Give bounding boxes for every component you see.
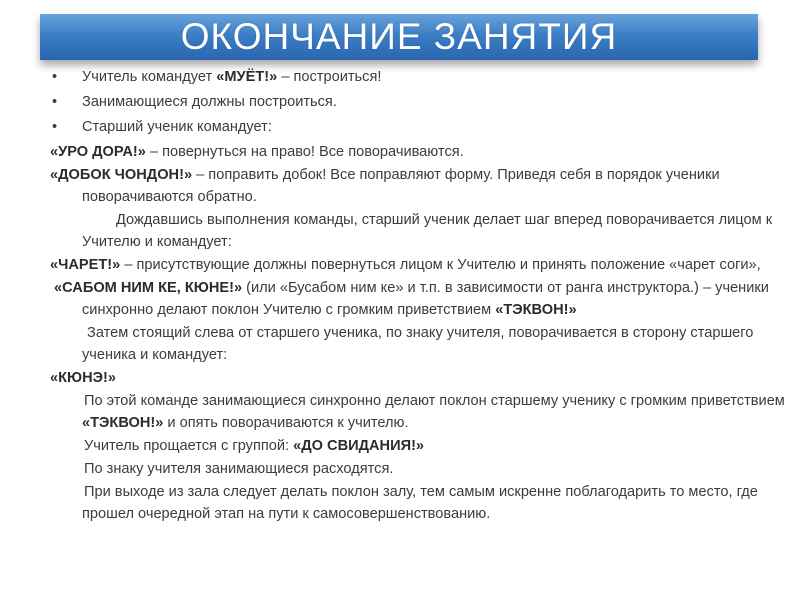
- bullet-dot-icon: •: [52, 69, 58, 85]
- paragraph: [0, 254, 800, 276]
- paragraph-text: – присутствующие должны повернуться лицом к Учителю и принять положение «чарет соги»,: [120, 257, 761, 273]
- paragraph-text: (или «Бусабом ним ке» и т.п. в зависимости от ранга инструктора.) – ученики синхронно делают поклон Учителю с громким приветствием: [82, 280, 769, 318]
- paragraph-text: По этой команде занимающиеся синхронно делают поклон старшему ученику с громким приветствием: [84, 393, 785, 409]
- paragraph: [0, 435, 800, 457]
- command-text: «ТЭКВОН!»: [82, 415, 164, 431]
- bullet-item: [0, 66, 800, 88]
- paragraph: [0, 277, 800, 321]
- paragraph: [0, 141, 800, 163]
- paragraph-text: Затем стоящий слева от старшего ученика, по знаку учителя, поворачивается в сторону старшего ученика и командует:: [82, 325, 754, 363]
- slide-title: ОКОНЧАНИЕ ЗАНЯТИЯ: [180, 16, 618, 57]
- paragraph-text: – поправить добок! Все поправляют форму. Приведя себя в порядок ученики поворачиваются обратно.: [82, 167, 720, 205]
- paragraph: [0, 322, 800, 366]
- command-text: «ДОБОК ЧОНДОН!»: [50, 167, 193, 183]
- paragraph-text: Учитель командует: [82, 69, 217, 85]
- paragraph-text: При выходе из зала следует делать поклон залу, тем самым искренне поблагодарить то место, где прошел очередной этап на пути к самосовершенствованию.: [82, 484, 758, 522]
- paragraph: [0, 390, 800, 434]
- command-text: «КЮНЭ!»: [50, 370, 116, 386]
- command-text: «МУЁТ!»: [216, 69, 278, 85]
- paragraph: [0, 164, 800, 208]
- paragraph-text: Дождавшись выполнения команды, старший ученик делает шаг вперед поворачивается лицом к Учителю и командует:: [82, 212, 773, 250]
- body-text: [0, 66, 800, 525]
- paragraph-text: – повернуться на право! Все поворачиваются.: [145, 144, 464, 160]
- command-text: «САБОМ НИМ КЕ, КЮНЕ!»: [54, 280, 243, 296]
- command-text: «УРО ДОРА!»: [50, 144, 146, 160]
- command-text: «ЧАРЕТ!»: [50, 257, 121, 273]
- bullet-dot-icon: •: [52, 94, 58, 110]
- paragraph-text: По знаку учителя занимающиеся расходятся.: [84, 461, 394, 477]
- paragraph-text: Учитель прощается с группой:: [84, 438, 294, 454]
- paragraph: [0, 458, 800, 480]
- paragraph: [0, 209, 800, 253]
- paragraph-text: Старший ученик командует:: [82, 119, 272, 135]
- paragraph: [0, 367, 800, 389]
- paragraph-text: и опять поворачиваются к учителю.: [163, 415, 409, 431]
- title-banner: [40, 14, 758, 60]
- paragraph-text: – построиться!: [277, 69, 382, 85]
- bullet-item: [0, 91, 800, 113]
- bullet-item: [0, 116, 800, 138]
- bullet-dot-icon: •: [52, 119, 58, 135]
- command-text: «ДО СВИДАНИЯ!»: [293, 438, 425, 454]
- command-text: «ТЭКВОН!»: [495, 302, 577, 318]
- paragraph: [0, 481, 800, 525]
- paragraph-text: Занимающиеся должны построиться.: [82, 94, 337, 110]
